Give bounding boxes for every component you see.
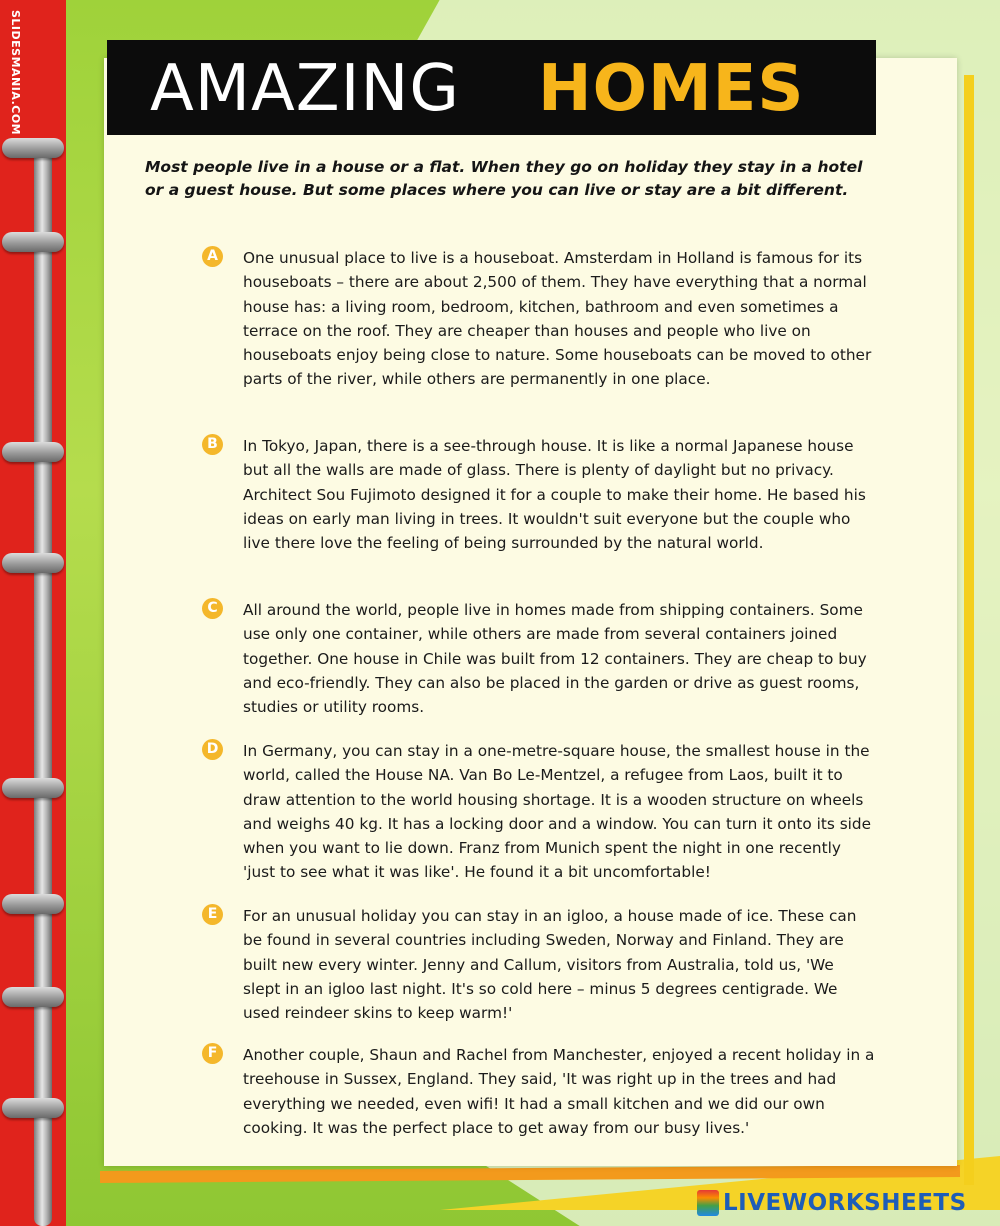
- section-text-e: For an unusual holiday you can stay in an igloo, a house made of ice. These can be found in several countries including Sweden, Norway and Finland. They are built new every winter. Jenny and Callum, visitors from Australia, told us, 'We slept in an igloo last night. It's so cold here – minus 5 degrees centigrade. We used reindeer skins to keep warm!': [243, 907, 857, 1023]
- liveworksheets-logo-icon: [697, 1190, 719, 1216]
- watermark-text: LIVEWORKSHEETS: [723, 1190, 967, 1216]
- section-badge-c: C: [202, 598, 223, 619]
- section-badge-a: A: [202, 246, 223, 267]
- binder-strip: [0, 0, 66, 1226]
- section-text-d: In Germany, you can stay in a one-metre-square house, the smallest house in the world, called the House NA. Van Bo Le-Mentzel, a refugee from Laos, built it to draw attention to the world housing shortage. It is a wooden structure on wheels and weighs 40 kg. It has a locking door and a window. You can turn it onto its side when you want to lie down. Franz from Munich spent the night in one recently 'just to see what it was like'. He found it a bit uncomfortable!: [243, 742, 872, 882]
- section-badge-e: E: [202, 904, 223, 925]
- binder-ring: [2, 778, 64, 798]
- section-text-f: Another couple, Shaun and Rachel from Manchester, enjoyed a recent holiday in a treehouse in Sussex, England. They said, 'It was right up in the trees and had everything we needed, even wifi! It had a small kitchen and we did our own cooking. It was the perfect place to get away from our busy lives.': [243, 1046, 875, 1137]
- yellow-edge-accent: [964, 75, 974, 1185]
- section-badge-f: F: [202, 1043, 223, 1064]
- section-badge-b: B: [202, 434, 223, 455]
- binder-ring: [2, 1098, 64, 1118]
- binder-ring-bar: [34, 150, 52, 1226]
- title-word-homes: HOMES: [538, 52, 805, 126]
- intro-paragraph: Most people live in a house or a flat. When they go on holiday they stay in a hotel or a guest house. But some places where you can live or stay are a bit different.: [145, 158, 863, 199]
- binder-ring: [2, 894, 64, 914]
- section-badge-d: D: [202, 739, 223, 760]
- liveworksheets-watermark: [697, 1186, 967, 1220]
- binder-ring: [2, 138, 64, 158]
- binder-ring: [2, 232, 64, 252]
- binder-ring: [2, 442, 64, 462]
- binder-label: SLIDESMANIA.COM: [9, 10, 22, 136]
- title-word-amazing: AMAZING: [150, 52, 460, 126]
- section-text-c: All around the world, people live in homes made from shipping containers. Some use only one container, while others are made from several containers joined together. One house in Chile was built from 12 containers. They are cheap to buy and eco-friendly. They can also be placed in the garden or drive as guest rooms, studies or utility rooms.: [243, 601, 867, 717]
- section-text-a: One unusual place to live is a houseboat. Amsterdam in Holland is famous for its houseboats – there are about 2,500 of them. They have everything that a normal house has: a living room, bedroom, kitchen, bathroom and even sometimes a terrace on the roof. They are cheaper than houses and people who live on houseboats enjoy being close to nature. Some houseboats can be moved to other parts of the river, while others are permanently in one place.: [243, 249, 872, 389]
- binder-ring: [2, 553, 64, 573]
- section-text-b: In Tokyo, Japan, there is a see-through house. It is like a normal Japanese house but all the walls are made of glass. There is plenty of daylight but no privacy. Architect Sou Fujimoto designed it for a couple to make their home. He based his ideas on early man living in trees. It wouldn't suit everyone but the couple who live there love the feeling of being surrounded by the natural world.: [243, 437, 866, 553]
- binder-ring: [2, 987, 64, 1007]
